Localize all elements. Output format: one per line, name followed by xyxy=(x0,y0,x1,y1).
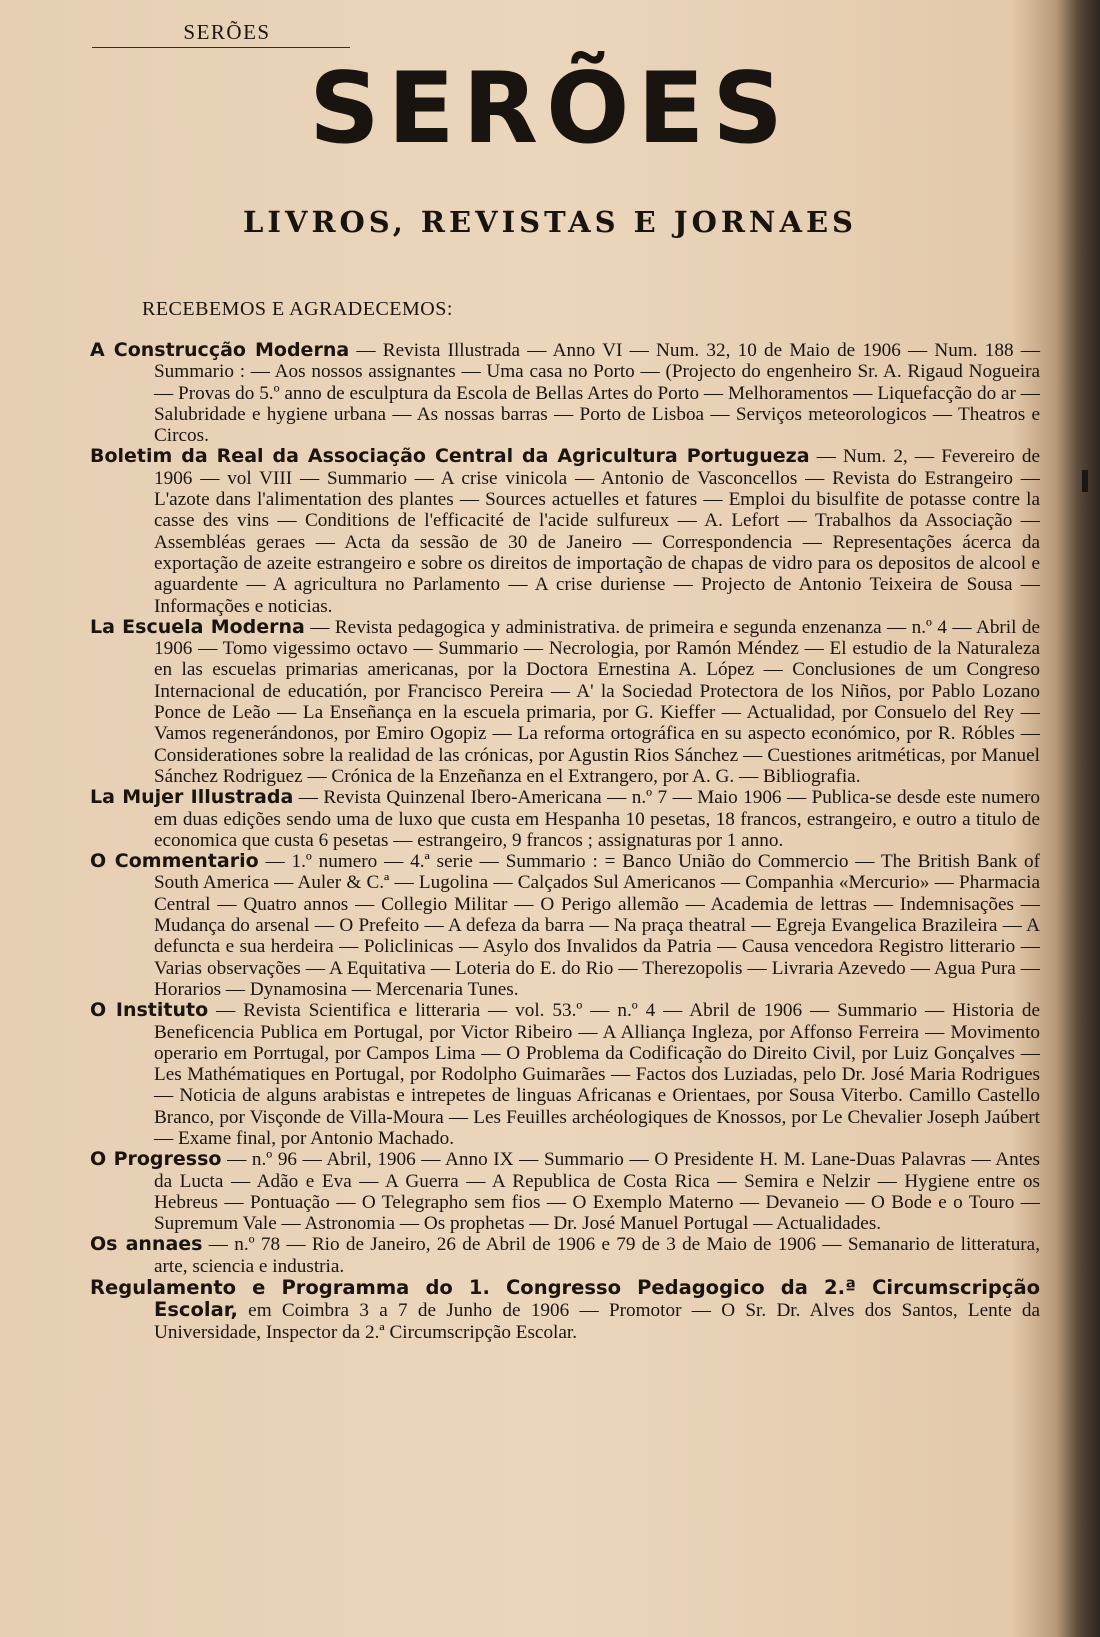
entry-body: em Coimbra 3 a 7 de Junho de 1906 — Promotor — O Sr. Dr. Alves dos Santos, Lente da Universidade, Inspector da 2.ª Circumscripção Escolar. xyxy=(154,1300,1040,1343)
entry-body: — Num. 2, — Fevereiro de 1906 — vol VIII — Summario — A crise vinicola — Antonio de Vasconcellos — Revista do Estrangeiro — L'azote dans l'alimentation des plantes — Sources actuelles et fatures — Emploi du bisulfite de potasse contre la casse des vins — Conditions de l'efficacité de l'acide sulfureux — A. Lefort — Trabalhos da Associação — Assembléas geraes — Acta da sessão de 30 de Janeiro — Correspondencia — Representações ácerca da exportação de azeite estrangeiro e sobre os direitos de importação de chapas de vidro para os depositos de alcool e aguardente — A agricultura no Parlamento — A crise duriense — Projecto de Antonio Teixeira de Sousa — Informações e noticias. xyxy=(154,446,1040,617)
entry-escuela-moderna xyxy=(90,617,1040,787)
entry-title: Os annaes xyxy=(90,1233,203,1256)
entry-body: — n.º 78 — Rio de Janeiro, 26 de Abril de 1906 e 79 de 3 de Maio de 1906 — Semanario de litteratura, arte, sciencia e industria. xyxy=(154,1234,1040,1277)
entry-body: — 1.º numero — 4.ª serie — Summario : = Banco União do Commercio — The British Bank of South America — Auler & C.ª — Lugolina — Calçados Sul Americanos — Companhia «Mercurio» — Pharmacia Central — Quatro annos — Collegio Militar — O Perigo allemão — Academia de lettras — Indemnisações — Mudança do arsenal — O Prefeito — A defeza da barra — Na praça theatral — Egreja Evangelica Brazileira — A defuncta e sua herdeira — Policlinicas — Asylo dos Invalidos da Patria — Causa vencedora Registro litterario — Varias observações — A Equitativa — Loteria do E. do Rio — Therezopolis — Livraria Azevedo — Agua Pura — Horarios — Dynamosina — Mercenaria Tunes. xyxy=(154,851,1040,1000)
entry-title: La Escuela Moderna xyxy=(90,615,305,638)
entry-title: A Construcção Moderna xyxy=(90,339,350,361)
entries-list xyxy=(90,340,1040,1343)
running-head: SERÕES xyxy=(92,20,350,48)
entry-body: — Revista pedagogica y administrativa. de primeira e segunda enzenanza — n.º 4 — Abril de 1906 — Tomo vigessimo octavo — Summario — Necrologia, por Ramón Méndez — El estudio de la Naturaleza en las escuelas primarias americanas, por la Doctora Ernestina A. López — Conclusiones de um Congreso Internacional de educatión, por Francisco Pereira — A' la Sociedad Protectora de los Niños, por Pablo Lozano Ponce de Leão — La Enseñança en la escuela primaria, por G. Kieffer — Actualidad, por Consuelo del Rey — Vamos regenerándonos, por Emiro Ogopiz — La reforma ortográfica en su aspecto económico, por R. Róbles — Considerationes sobre la realidad de las crónicas, por Agustin Rios Sánchez — Cuestiones aritméticas, por Manuel Sánchez Rodriguez — Crónica de la Enzeñanza en el Extrangero, por A. G. — Bibliografia. xyxy=(154,616,1040,787)
masthead-title: SERÕES xyxy=(309,52,791,166)
entry-body: — Revista Scientifica e litteraria — vol. 53.º — n.º 4 — Abril de 1906 — Summario — Historia de Beneficencia Publica em Portugal, por Victor Ribeiro — A Alliança Ingleza, por Affonso Ferreira — Movimento operario em Porrtugal, por Campos Lima — O Problema da Codificação do Direito Civil, por Luiz Gonçalves — Les Mathématiques en Portugal, por Rodolpho Guimarães — Factos dos Luziadas, pelo Dr. José Maria Rodrigues — Noticia de alguns arabistas e intrepetes de linguas Africanas e Orientaes, por Sousa Viterbo. Camillo Castello Branco, por Visçonde de Villa-Moura — Les Feuilles archéologiques de Knossos, por Le Chevalier Joseph Jaúbert — Exame final, por Antonio Machado. xyxy=(154,1000,1041,1149)
entry-body: — Revista Illustrada — Anno VI — Num. 32, 10 de Maio de 1906 — Num. 188 — Summario : — Aos nossos assignantes — Uma casa no Porto — (Projecto do engenheiro Sr. A. Rigaud Nogueira — Provas do 5.º anno de esculptura da Escola de Bellas Artes do Porto — Melhoramentos — Liquefacção do ar — Salubridade e hygiene urbana — As nossas barras — Porto de Lisboa — Serviços meteorologicos — Theatros e Circos. xyxy=(154,340,1041,447)
entry-title: La Mujer Illustrada xyxy=(90,786,294,809)
entry-body: — Revista Quinzenal Ibero-Americana — n.º 7 — Maio 1906 — Publica-se desde este numero em duas edições sendo uma de luxo que custa em Hespanha 10 pesetas, 18 francos, estrangeiro, e outro a titulo de economica que custa 6 pesetas — estrangeiro, 9 francos ; assignaturas por 1 anno. xyxy=(154,787,1040,851)
entry-title: O Commentario xyxy=(90,850,259,873)
entry-title: Boletim da Real da Associação Central da Agricultura Portugueza xyxy=(90,445,810,468)
entry-mujer-illustrada xyxy=(90,787,1040,851)
entry-commentario xyxy=(90,851,1040,1000)
entry-progresso xyxy=(90,1149,1040,1234)
entry-instituto xyxy=(90,1000,1040,1149)
entry-annaes xyxy=(90,1234,1040,1277)
intro-line: RECEBEMOS E AGRADECEMOS: xyxy=(142,298,453,320)
entry-title: Regulamento e Programma do 1. Congresso Pedagogico da 2.ª Circumscripção Escolar, xyxy=(90,1276,1040,1322)
entry-construccao-moderna xyxy=(90,340,1040,446)
entry-title: O Instituto xyxy=(90,999,209,1022)
section-title: LIVROS, REVISTAS E JORNAES xyxy=(242,205,857,239)
entry-title: O Progresso xyxy=(90,1148,222,1171)
page-edge-mark xyxy=(1082,470,1088,492)
entry-regulamento xyxy=(90,1277,1040,1343)
entry-boletim-associacao xyxy=(90,446,1040,616)
entry-body: — n.º 96 — Abril, 1906 — Anno IX — Summario — O Presidente H. M. Lane-Duas Palavras — Antes da Lucta — Adão e Eva — A Guerra — A Republica de Costa Rica — Semira e Nelzir — Hygiene entre os Hebreus — Pontuação — O Telegrapho sem fios — O Exemplo Materno — Devaneio — O Bode e o Touro — Supremum Vale — Astronomia — Os prophetas — Dr. José Manuel Portugal — Actualidades. xyxy=(154,1149,1040,1235)
